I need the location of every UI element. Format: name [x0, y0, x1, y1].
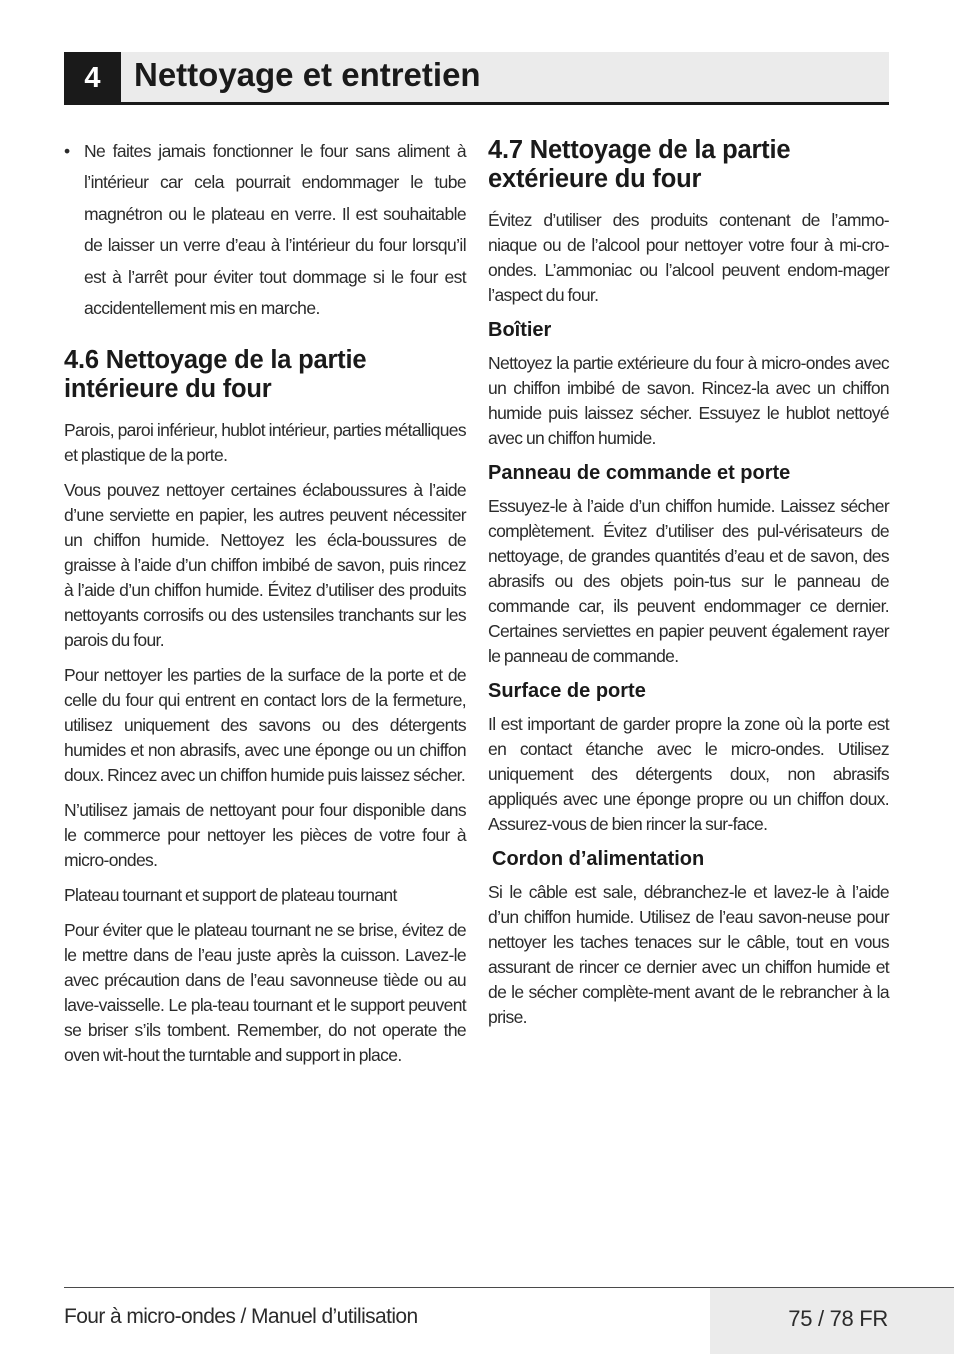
bullet-item: [64, 136, 466, 324]
bullet-icon: •: [64, 141, 70, 161]
paragraph: Pour éviter que le plateau tournant ne se brise, évitez de le mettre dans de l’eau juste après la cuisson. Lavez-le avec précaution dans de l’eau savonneuse tiède ou au lave-vaisselle. Le pla-teau tournant et le support peuvent se briser s’ils tombent. Remember, do not operate the oven wit-hout the turntable and support in place.: [64, 920, 466, 1066]
page-number: 75 / 78 FR: [788, 1306, 888, 1331]
subsection-text: Il est important de garder propre la zone où la porte est en contact étanche avec le micro-ondes. Utilisez uniquement des détergents doux, non abrasifs appliqués avec une éponge propre ou un chiffon doux. Assurez-vous de bien rincer la sur-face.: [488, 714, 889, 834]
paragraph: Pour nettoyer les parties de la surface de la porte et de celle du four qui entrent en contact lors de la fermeture, utilisez uniquement des savons ou des détergents humides et non abrasifs, avec une éponge ou un chiffon doux. Rincez avec un chiffon humide puis laissez sécher.: [64, 665, 466, 786]
bullet-text: Ne faites jamais fonctionner le four sans aliment à l’intérieur car cela pourrait endommager le tube magnétron ou le plateau en verre. Il est souhaitable de laisser un verre d’eau à l’intérieur du four lorsqu’il est à l’arrêt pour éviter tout dommage si le four est accidentellement mis en marche.: [84, 141, 466, 319]
section-title-4-7: 4.7 Nettoyage de la partie extérieure du four: [488, 136, 791, 193]
paragraph: Vous pouvez nettoyer certaines éclaboussures à l’aide d’une serviette en papier, les autres peuvent nécessiter un chiffon humide. Nettoyez les écla-boussures de graisse à l’aide d’un chiffon imbibé de savon, puis rincez à l’aide d’un chiffon humide. Évitez d’utiliser des produits nettoyants corrosifs ou des ustensiles tranchants sur les parois du four.: [64, 480, 466, 651]
subsection-title-cordon: Cordon d’alimentation: [492, 848, 705, 870]
section-intro: Évitez d’utiliser des produits contenant de l’ammo-niaque ou de l’alcool pour nettoyer votre four à mi-cro-ondes. L’ammoniac ou l’alcool peuvent endom-mager l’aspect du four.: [488, 210, 889, 305]
paragraph: Parois, paroi inférieur, hublot intérieur, parties métalliques et plastique de la porte.: [64, 420, 466, 466]
section-title-4-6: 4.6 Nettoyage de la partie intérieure du four: [64, 346, 367, 404]
subsection-text: Nettoyez la partie extérieure du four à micro-ondes avec un chiffon imbibé de savon. Rincez-la avec un chiffon humide puis laissez sécher. Essuyez le hublot nettoyé avec un chiffon humide.: [488, 353, 889, 448]
chapter-header: [64, 52, 889, 105]
subsection-title-panneau: Panneau de commande et porte: [488, 462, 791, 484]
chapter-title: Nettoyage et entretien: [134, 56, 481, 93]
right-column: [488, 136, 889, 1040]
left-column: [64, 136, 466, 1078]
paragraph: N’utilisez jamais de nettoyant pour four disponible dans le commerce pour nettoyer les pièces de votre four à micro-ondes.: [64, 800, 466, 871]
subsection-title-surface: Surface de porte: [488, 680, 646, 702]
paragraph: Plateau tournant et support de plateau tournant: [64, 885, 397, 906]
footer-page-box: [710, 1288, 954, 1354]
subsection-text: Si le câble est sale, débranchez-le et lavez-le à l’aide d’un chiffon humide. Utilisez de l’eau savon-neuse pour nettoyer les taches tenaces sur le câble, tout en vous assurant de rincer ce dernier avec un chiffon humide et de le sécher complète-ment avant de le rebrancher à la prise.: [488, 882, 889, 1027]
subsection-text: Essuyez-le à l’aide d’un chiffon humide. Laissez sécher complètement. Évitez d’utiliser des pul-vérisateurs de nettoyage, de grandes quantités d’eau et de savon, des abrasifs ou des objets poin-tus sur le panneau de commande car, ils peuvent endommager ce dernier. Certaines serviettes en papier peuvent également rayer le panneau de commande.: [488, 496, 889, 666]
chapter-number: 4: [64, 52, 121, 105]
footer-manual-title: Four à micro-ondes / Manuel d’utilisation: [64, 1305, 418, 1328]
subsection-title-boitier: Boîtier: [488, 319, 552, 341]
